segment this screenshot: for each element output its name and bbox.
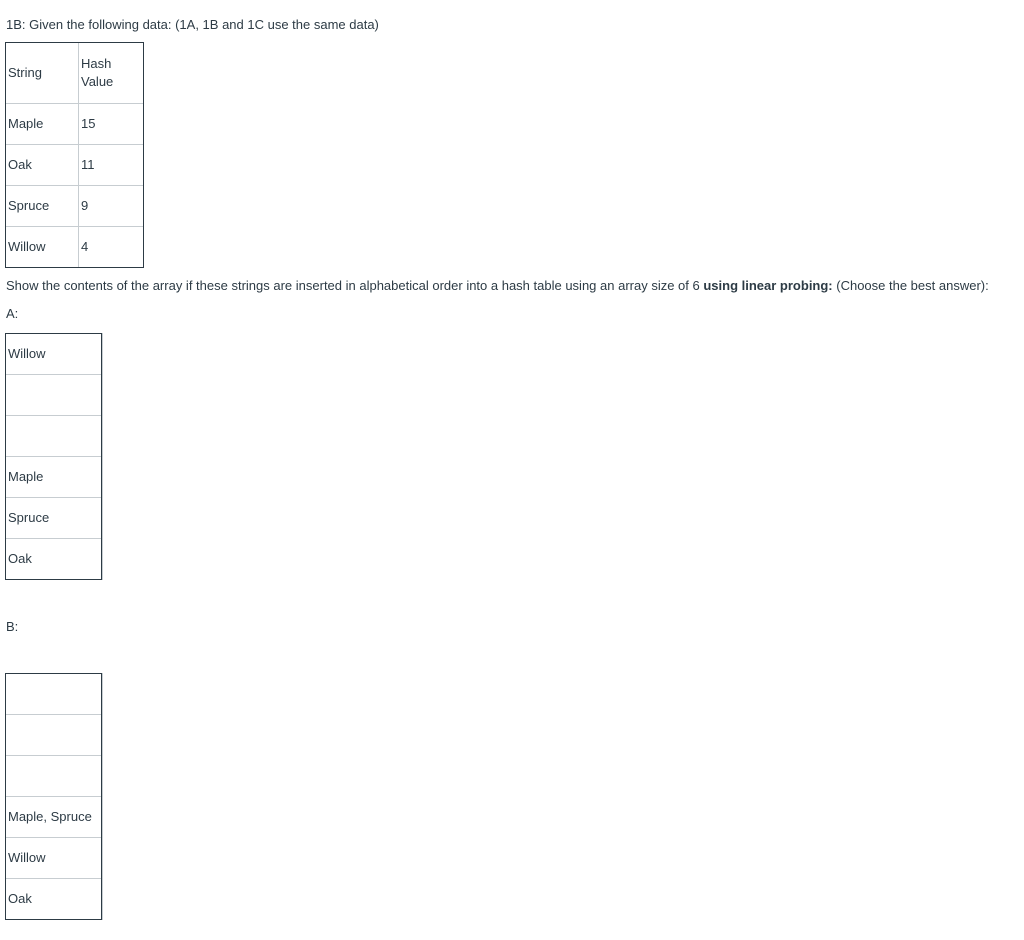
array-slot xyxy=(6,334,103,375)
array-cell: Maple, Spruce xyxy=(6,797,103,838)
hash-cell: 15 xyxy=(79,104,144,145)
array-cell: Willow xyxy=(6,334,103,375)
table-header-row xyxy=(6,43,144,104)
array-slot xyxy=(6,715,103,756)
array-slot xyxy=(6,375,103,416)
array-slot xyxy=(6,879,103,920)
string-cell: Oak xyxy=(6,145,79,186)
table-row xyxy=(6,186,144,227)
hash-value-table xyxy=(5,42,144,268)
array-cell: Oak xyxy=(6,879,103,920)
array-cell xyxy=(6,416,103,457)
option-a-label: A: xyxy=(6,306,19,321)
array-slot xyxy=(6,838,103,879)
array-cell xyxy=(6,375,103,416)
array-slot xyxy=(6,674,103,715)
array-slot xyxy=(6,539,103,580)
table-row xyxy=(6,104,144,145)
array-cell xyxy=(6,756,103,797)
option-b-array xyxy=(5,673,103,920)
array-cell xyxy=(6,715,103,756)
table-row xyxy=(6,145,144,186)
option-b-label: B: xyxy=(6,619,19,634)
string-cell: Maple xyxy=(6,104,79,145)
string-cell: Spruce xyxy=(6,186,79,227)
question-heading: 1B: Given the following data: (1A, 1B and 1C use the same data) xyxy=(6,17,379,32)
array-cell: Spruce xyxy=(6,498,103,539)
array-cell: Willow xyxy=(6,838,103,879)
header-hash-line1: Hash xyxy=(81,56,112,71)
array-slot xyxy=(6,498,103,539)
hash-cell: 4 xyxy=(79,227,144,268)
array-slot xyxy=(6,756,103,797)
question-text xyxy=(6,277,989,295)
array-slot xyxy=(6,797,103,838)
array-cell: Oak xyxy=(6,539,103,580)
question-suffix: (Choose the best answer): xyxy=(832,278,989,293)
table-row xyxy=(6,227,144,268)
array-slot xyxy=(6,457,103,498)
question-prefix: Show the contents of the array if these strings are inserted in alphabetical order into a hash table using an array size of 6 xyxy=(6,278,704,293)
hash-cell: 9 xyxy=(79,186,144,227)
string-cell: Willow xyxy=(6,227,79,268)
array-cell: Maple xyxy=(6,457,103,498)
option-a-array xyxy=(5,333,103,580)
header-string: String xyxy=(6,43,79,104)
header-hash-value xyxy=(79,43,144,104)
hash-cell: 11 xyxy=(79,145,144,186)
question-bold: using linear probing: xyxy=(703,278,833,293)
header-hash-line2: Value xyxy=(81,74,114,89)
array-cell xyxy=(6,674,103,715)
array-slot xyxy=(6,416,103,457)
